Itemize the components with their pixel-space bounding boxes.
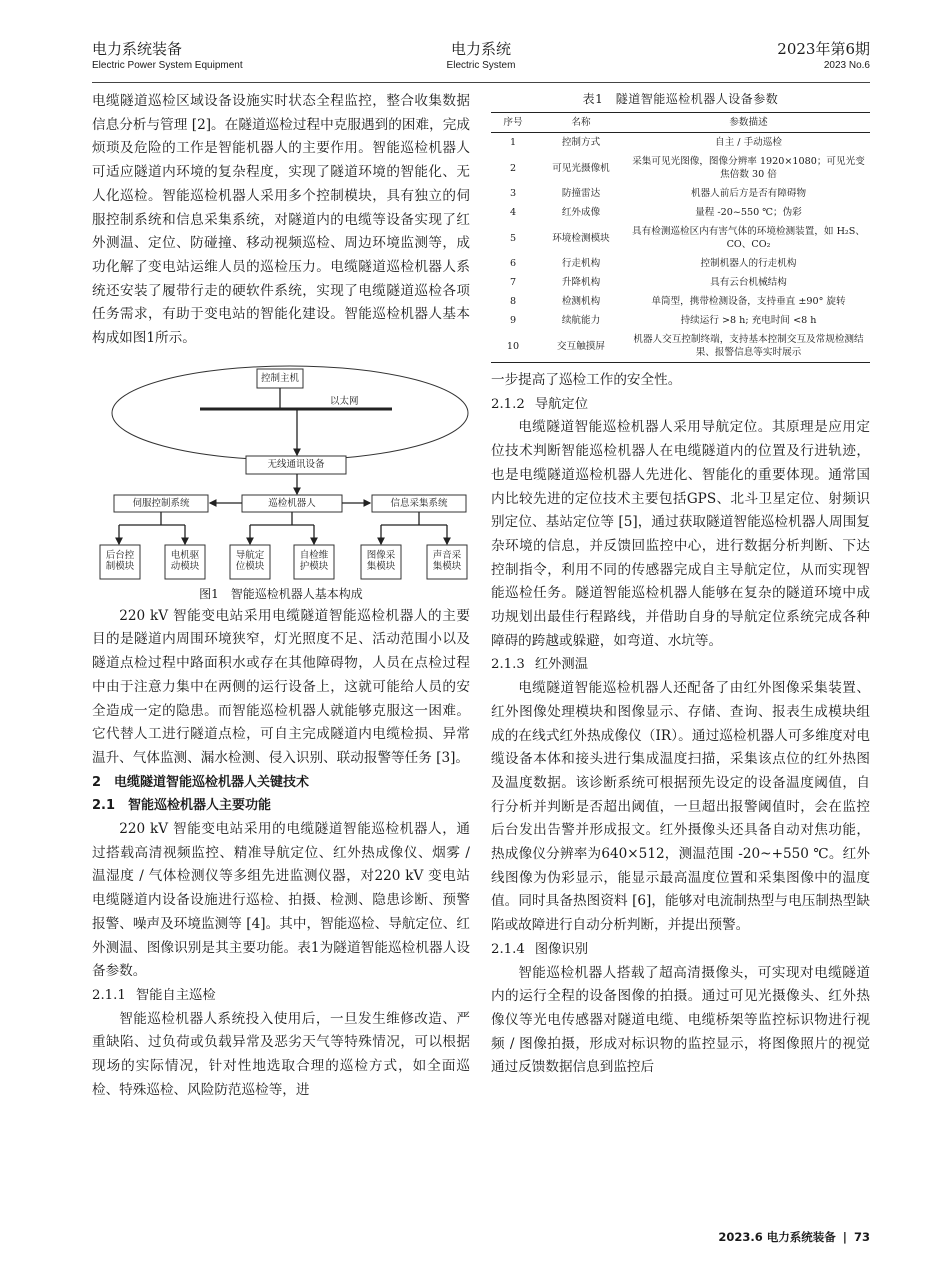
section-2-1-1-heading	[92, 984, 470, 1008]
section-2-1-4-title: 图像识别	[534, 941, 589, 957]
left-paragraph-4: 智能巡检机器人系统投入使用后，一旦发生维修改造、严重缺陷、过负荷或负载异常及恶劣天气等特殊情况，可以根据现场的实际情况，针对性地选取合理的巡检方式，如全面巡检、特殊巡检、风险防范巡检等，进	[92, 1010, 470, 1098]
section-2-1-2-title: 导航定位	[534, 396, 589, 412]
table-cell: 单筒型，携带检测设备，支持垂直 ±90° 旋转	[651, 296, 846, 307]
table-caption: 表1 隧道智能巡检机器人设备参数	[582, 92, 779, 106]
table-cell: 机器人前后方是否有障碍物	[690, 188, 807, 199]
table-cell: 量程 -20~550 ℃；伪彩	[695, 207, 802, 218]
section-2-1-3-number: 2.1.3	[491, 657, 525, 673]
table-cell: 检测机构	[561, 296, 601, 307]
footer-journal: 电力系统装备	[766, 1230, 836, 1244]
right-paragraph-3: 电缆隧道智能巡检机器人还配备了由红外图像采集装置、红外图像处理模块和图像显示、存储、查询、报表生成模块组成的在线式红外热成像仪（IR）。通过巡检机器人可多维度对电缆设备本体和接头进行集成温度扫描，采集该点位的红外热图及温度数据。该诊断系统可根据预先设定的设备温度阈值，自行分析并判断是否超出阈值，一旦超出报警阈值时，会在监控后台发出告警并形成报文。红外摄像头还具备自动对焦功能，热成像仪分辨率为640×512，测温范围 -20~+550 ℃。红外线图像为伪彩显示，能显示最高温度位置和采集图像中的温度值。同时具备热图资料 [6]，能够对电流制热型与电压制热型缺陷或故障进行自动分析判断，并提出预警。	[491, 680, 870, 934]
section-2-1-3-title: 红外测温	[534, 657, 589, 673]
table-cell: 3	[509, 188, 517, 199]
table-cell: 控制机器人的行走机构	[700, 258, 797, 269]
right-paragraph-4: 智能巡检机器人搭载了超高清摄像头，可实现对电缆隧道内的运行全程的设备图像的拍摄。通过可见光摄像头、红外热像仪等光电传感器对隧道电缆、电缆桥架等监控标识物进行视频 / 图像拍摄，形成对标识物的监控显示，将图像照片的视觉通过反馈数据信息到监控后	[491, 964, 870, 1076]
footer-issue: 2023.6	[718, 1230, 763, 1244]
figure-1-diagram	[92, 357, 470, 605]
table-cell: 采集可见光图像，图像分辨率 1920×1080；可见光变焦倍数 30 倍	[632, 156, 865, 180]
diagram-ethernet: 以太网	[330, 395, 359, 407]
table-cell: 具有云台机械结构	[710, 277, 787, 288]
diagram-leaf-sound: 声音采集模块	[432, 549, 462, 572]
header-section	[92, 40, 870, 73]
table-cell: 自主 / 手动巡检	[715, 137, 782, 148]
table-row	[491, 273, 870, 292]
section-2-1-2-number: 2.1.2	[491, 396, 525, 412]
table-cell: 6	[509, 258, 517, 269]
section-2-1-4-number: 2.1.4	[491, 941, 525, 957]
left-paragraph-3: 220 kV 智能变电站采用的电缆隧道智能巡检机器人，通过搭载高清视频监控、精准导航定位、红外热成像仪、烟雾 / 温湿度 / 气体检测仪等多组先进监测仪器，对220 kV 变电站电缆隧道内设备设施进行巡检、拍摄、检测、隐患诊断、预警报警、噪声及环境监测等 [4]。其中，智能巡检、导航定位、红外测温、图像识别是其主要功能。表1为隧道智能巡检机器人设备参数。	[92, 821, 470, 980]
table-cell: 可见光摄像机	[552, 162, 610, 174]
table-cell: 控制方式	[561, 137, 601, 148]
diagram-lines	[92, 357, 470, 605]
table-cell: 5	[509, 232, 517, 244]
header-issue-en: 2023 No.6	[823, 60, 870, 71]
table-row	[491, 330, 870, 363]
diagram-leaf-backend: 后台控制模块	[105, 549, 135, 572]
table-cell: 防撞雷达	[561, 188, 601, 199]
diagram-leaf-selfcheck: 自检维护模块	[299, 549, 329, 572]
table-row	[491, 292, 870, 311]
section-2-1-4-heading	[491, 938, 870, 962]
footer-separator: |	[842, 1230, 847, 1244]
table-cell: 交互触摸屏	[557, 340, 605, 352]
diagram-leaf-image: 图像采集模块	[366, 549, 396, 572]
header-section-cn: 电力系统	[450, 40, 511, 58]
table-header-row	[491, 113, 870, 133]
header-journal-cn: 电力系统装备	[92, 40, 183, 58]
page-footer	[718, 1229, 870, 1245]
figure-caption: 图1 智能巡检机器人基本构成	[199, 586, 363, 601]
diagram-robot: 巡检机器人	[268, 497, 316, 509]
table-cell: 7	[509, 277, 517, 288]
table-cell: 升降机构	[561, 277, 601, 288]
table-cell: 1	[509, 137, 517, 148]
table-cell: 环境检测模块	[552, 232, 610, 244]
header-rule	[92, 82, 870, 83]
table-row	[491, 222, 870, 254]
header-issue	[777, 40, 870, 73]
table-cell: 2	[509, 162, 517, 174]
table-header-cell: 名称	[571, 117, 591, 128]
diagram-leaf-motor: 电机驱动模块	[170, 549, 200, 572]
footer-page-number: 73	[853, 1230, 870, 1244]
section-2-1-1-title: 智能自主巡检	[135, 987, 216, 1003]
table-cell: 红外成像	[561, 207, 601, 218]
table-cell: 持续运行 >8 h; 充电时间 <8 h	[680, 315, 817, 326]
diagram-leaf-navigation: 导航定位模块	[235, 549, 265, 572]
table-row	[491, 203, 870, 222]
right-paragraph-1: 一步提高了巡检工作的安全性。	[491, 372, 682, 388]
table-row	[491, 254, 870, 273]
header-section-en: Electric System	[446, 60, 516, 71]
table-header-cell: 参数描述	[729, 117, 768, 128]
table-cell: 4	[509, 207, 517, 218]
diagram-servo: 伺服控制系统	[132, 497, 190, 509]
right-paragraph-2: 电缆隧道智能巡检机器人采用导航定位。其原理是应用定位技术判断智能巡检机器人在电缆隧道内的位置及行进轨迹，也是电缆隧道巡检机器人先进化、智能化的重要体现。通常国内比较先进的定位技术主要包括GPS、北斗卫星定位、射频识别定位、基站定位等 [5]，通过获取隧道智能巡检机器人周围复杂环境的信息，并反馈回监控中心，进行数据分析判断、下达控制指令，利用不同的传感器完成自主导航定位，从而实现智能巡检任务。隧道智能巡检机器人能够在复杂的隧道环境中成功规划出最佳行程路线，并借助自身的导航定位系统完成各种障碍的跨越或躲避，如弯道、水坑等。	[491, 419, 870, 649]
table-header-cell: 序号	[503, 117, 523, 128]
left-paragraph-2: 220 kV 智能变电站采用电缆隧道智能巡检机器人的主要目的是隧道内周围环境狭窄，灯光照度不足、活动范围小以及隧道点检过程中路面积水或存在其他障碍物，人员在点检过程中由于注意力集中在两侧的运行设备上，这就可能给人员的安全造成一定的隐患。而智能巡检机器人就能够克服这一困难。它代替人工进行隧道点检，可自主完成隧道内电缆检损、异常温升、气体监测、漏水检测、侵入识别、联动报警等任务 [3]。	[92, 607, 470, 766]
table-cell: 10	[506, 340, 520, 352]
left-paragraph-1: 电缆隧道巡检区域设备设施实时状态全程监控，整合收集数据信息分析与管理 [2]。在隧道巡检过程中克服遇到的困难，完成烦琐及危险的工作是智能机器人的主要作用。智能巡检机器人可适应隧道内环境的复杂程度，实现了隧道环境的智能化、无人化巡检。智能巡检机器人采用多个控制模块，具有独立的伺服控制系统和信息采集系统，对隧道内的电缆等设备实现了红外测温、定位、防碰撞、移动视频巡检、周边环境监测等，成功化解了变电站运维人员的巡检压力。电缆隧道巡检机器人系统还安装了履带行走的硬软件系统，实现了电缆隧道巡检各项任务需求，有助于变电站的智能化建设。智能巡检机器人基本构成如图1所示。	[92, 93, 470, 347]
section-2-1-heading: 2.1 智能巡检机器人主要功能	[92, 798, 272, 814]
left-column	[92, 90, 470, 1103]
table-body	[491, 133, 870, 363]
table-row	[491, 311, 870, 330]
header-issue-cn: 2023年第6期	[777, 40, 870, 58]
params-table	[491, 112, 870, 363]
table-row	[491, 152, 870, 184]
table-cell: 机器人交互控制终端，支持基本控制交互及常规检测结果、报警信息等实时展示	[633, 334, 864, 358]
section-2-1-3-heading	[491, 653, 870, 677]
header-journal-en: Electric Power System Equipment	[92, 60, 243, 71]
table-row	[491, 184, 870, 203]
table-cell: 9	[509, 315, 517, 326]
section-2-1-2-heading	[491, 393, 870, 417]
section-2-heading: 2 电缆隧道智能巡检机器人关键技术	[92, 774, 310, 790]
table-row	[491, 133, 870, 153]
table-cell: 具有检测巡检区内有害气体的环境检测装置，如 H₂S、CO、CO₂	[632, 226, 865, 250]
table-cell: 行走机构	[561, 258, 601, 269]
table-cell: 续航能力	[561, 315, 601, 326]
right-column	[491, 90, 870, 1080]
diagram-wireless: 无线通讯设备	[267, 458, 325, 470]
diagram-info: 信息采集系统	[390, 497, 448, 509]
diagram-control-host: 控制主机	[260, 372, 299, 384]
section-2-1-1-number: 2.1.1	[92, 987, 126, 1003]
running-header	[92, 40, 870, 82]
table-cell: 8	[509, 296, 517, 307]
